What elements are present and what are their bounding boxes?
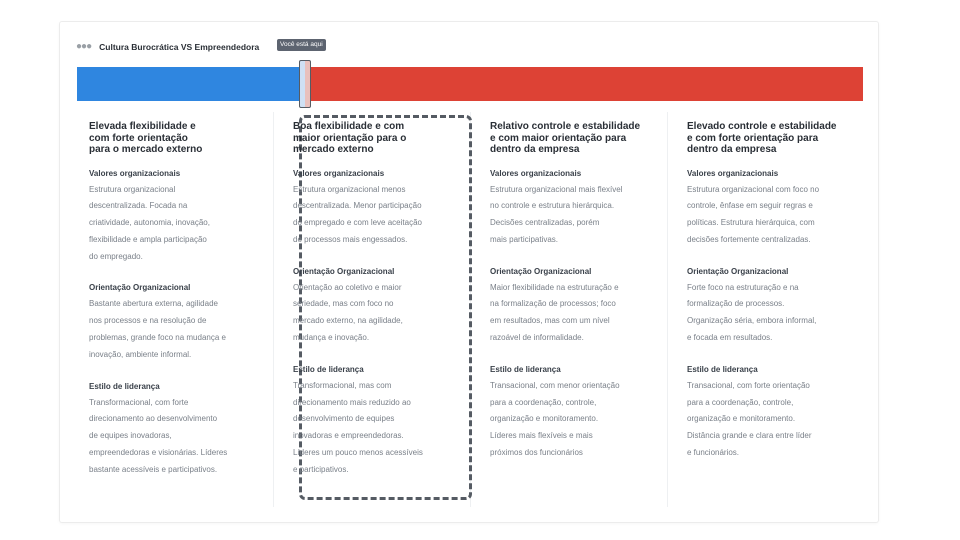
scale-position-handle[interactable] — [299, 60, 311, 108]
section-body-line: direcionamento ao desenvolvimento — [89, 414, 218, 424]
section-body-line: Estrutura organizacional com foco no — [687, 184, 820, 194]
column-section — [293, 267, 473, 347]
section-body-line: no controle e estrutura hierárquica. — [490, 201, 615, 211]
column-title-line: maior orientação para o — [293, 132, 407, 144]
section-body — [89, 296, 269, 363]
section-body-line: nos processos e na resolução de — [89, 316, 207, 326]
section-title: Valores organizacionais — [89, 168, 181, 178]
section-title: Estilo de liderança — [490, 364, 561, 374]
section-body-line: mercado externo, na agilidade, — [293, 316, 403, 326]
section-body-line: seriedade, mas com foco no — [293, 299, 394, 309]
section-body — [293, 182, 473, 249]
section-body — [687, 378, 867, 462]
section-body-line: Estrutura organizacional — [89, 184, 176, 194]
column-title-line: e com forte orientação para — [687, 132, 819, 144]
section-body-line: Maior flexibilidade na estruturação e — [490, 282, 619, 292]
section-body — [490, 378, 670, 462]
section-body-line: razoável de informalidade. — [490, 333, 584, 343]
section-title: Orientação Organizacional — [293, 266, 395, 276]
column-section — [89, 283, 269, 363]
section-body — [490, 182, 670, 249]
column-title — [293, 121, 473, 156]
section-title: Orientação Organizacional — [687, 266, 789, 276]
section-body-line: Transacional, com forte orientação — [687, 380, 810, 390]
section-title: Orientação Organizacional — [490, 266, 592, 276]
section-body-line: mais participativas. — [490, 234, 559, 244]
culture-column-3 — [490, 121, 670, 516]
column-title-line: Elevado controle e estabilidade — [687, 121, 837, 132]
section-body-line: e participativos. — [293, 464, 349, 474]
section-body-line: e focada em resultados. — [687, 333, 773, 343]
section-body — [89, 182, 269, 266]
column-divider — [273, 112, 274, 507]
scale-bar-red-segment — [305, 67, 863, 101]
section-body-line: Transformacional, com forte — [89, 397, 189, 407]
culture-card — [60, 22, 878, 522]
section-body-line: descentralizada. Focada na — [89, 201, 188, 211]
column-section — [89, 382, 269, 479]
section-body-line: organização e monitoramento. — [490, 414, 599, 424]
section-body-line: controle, ênfase em seguir regras e — [687, 201, 813, 211]
column-title — [89, 121, 269, 156]
section-title: Valores organizacionais — [293, 168, 385, 178]
section-body-line: criatividade, autonomia, inovação, — [89, 218, 210, 228]
section-body-line: na formalização de processos; foco — [490, 299, 616, 309]
section-body-line: Estrutura organizacional mais flexível — [490, 184, 623, 194]
section-body-line: mudança e inovação. — [293, 333, 370, 343]
column-title-line: mercado externo — [293, 144, 374, 155]
section-body-line: Bastante abertura externa, agilidade — [89, 299, 218, 309]
section-body-line: organização e monitoramento. — [687, 414, 796, 424]
section-body-line: para a coordenação, controle, — [687, 397, 794, 407]
culture-scale-bar[interactable] — [77, 67, 863, 101]
column-title-line: dentro da empresa — [490, 144, 580, 155]
section-body-line: de equipes inovadoras, — [89, 431, 172, 441]
scale-bar-blue-segment — [77, 67, 305, 101]
section-body-line: bastante acessíveis e participativos. — [89, 464, 218, 474]
column-title-line: Boa flexibilidade e com — [293, 121, 405, 132]
section-body-line: problemas, grande foco na mudança e — [89, 333, 226, 343]
section-body-line: Estrutura organizacional menos — [293, 184, 406, 194]
section-body-line: do empregado e com leve aceitação — [293, 218, 422, 228]
section-body-line: flexibilidade e ampla participação — [89, 234, 207, 244]
section-body — [490, 280, 670, 347]
column-title-line: dentro da empresa — [687, 144, 777, 155]
section-body — [687, 182, 867, 249]
section-body-line: de processos mais engessados. — [293, 234, 408, 244]
section-body-line: direcionamento mais reduzido ao — [293, 397, 411, 407]
section-body — [687, 280, 867, 347]
column-title — [490, 121, 670, 156]
section-body-line: inovadoras e empreendedoras. — [293, 431, 404, 441]
section-title: Estilo de liderança — [89, 381, 160, 391]
culture-column-1 — [89, 121, 269, 516]
column-section — [687, 169, 867, 249]
column-section — [687, 267, 867, 347]
section-body-line: Transacional, com menor orientação — [490, 380, 620, 390]
culture-columns — [76, 112, 862, 512]
section-title: Estilo de liderança — [687, 364, 758, 374]
section-title: Valores organizacionais — [687, 168, 779, 178]
section-title: Orientação Organizacional — [89, 283, 191, 293]
section-body-line: Decisões centralizadas, porém — [490, 218, 600, 228]
column-title-line: Elevada flexibilidade e — [89, 121, 196, 132]
section-body-line: Transformacional, mas com — [293, 380, 392, 390]
section-body-line: formalização de processos. — [687, 299, 785, 309]
column-title-line: Relativo controle e estabilidade — [490, 121, 641, 132]
section-body-line: do empregado. — [89, 251, 143, 261]
column-section — [293, 169, 473, 249]
section-body-line: empreendedoras e visionárias. Líderes — [89, 448, 228, 458]
section-title: Valores organizacionais — [490, 168, 582, 178]
section-body-line: políticas. Estrutura hierárquica, com — [687, 218, 815, 228]
section-body-line: e funcionários. — [687, 448, 740, 458]
section-body-line: Distância grande e clara entre líder — [687, 431, 812, 441]
culture-column-2 — [293, 121, 473, 516]
column-section — [490, 365, 670, 462]
section-body-line: Líderes um pouco menos acessíveis — [293, 448, 423, 458]
section-body — [89, 395, 269, 479]
column-section — [687, 365, 867, 462]
section-body-line: Organização séria, embora informal, — [687, 316, 817, 326]
section-body-line: Forte foco na estruturação e na — [687, 282, 799, 292]
column-section — [490, 267, 670, 347]
section-body-line: Líderes mais flexíveis e mais — [490, 431, 593, 441]
column-section — [490, 169, 670, 249]
column-title-line: com forte orientação — [89, 132, 188, 144]
section-body — [293, 280, 473, 347]
you-are-here-tooltip: Você está aqui — [277, 39, 326, 51]
column-title — [687, 121, 867, 156]
section-body-line: próximos dos funcionários — [490, 448, 583, 458]
section-body-line: decisões fortemente centralizadas. — [687, 234, 811, 244]
section-title: Estilo de liderança — [293, 364, 364, 374]
section-body — [293, 378, 473, 479]
section-body-line: em resultados, mas com um nível — [490, 316, 610, 326]
card-title: Cultura Burocrática VS Empreendedora — [99, 42, 260, 52]
section-body-line: para a coordenação, controle, — [490, 397, 597, 407]
column-section — [89, 169, 269, 266]
card-header — [76, 40, 259, 54]
section-body-line: Orientação ao coletivo e maior — [293, 282, 402, 292]
section-body-line: descentralizada. Menor participação — [293, 201, 422, 211]
section-body-line: desenvolvimento de equipes — [293, 414, 395, 424]
culture-column-4 — [687, 121, 867, 516]
section-body-line: inovação, ambiente informal. — [89, 349, 192, 359]
more-dots-icon[interactable]: ●●● — [76, 41, 92, 52]
column-title-line: e com maior orientação para — [490, 132, 627, 144]
column-section — [293, 365, 473, 479]
column-title-line: para o mercado externo — [89, 144, 203, 155]
